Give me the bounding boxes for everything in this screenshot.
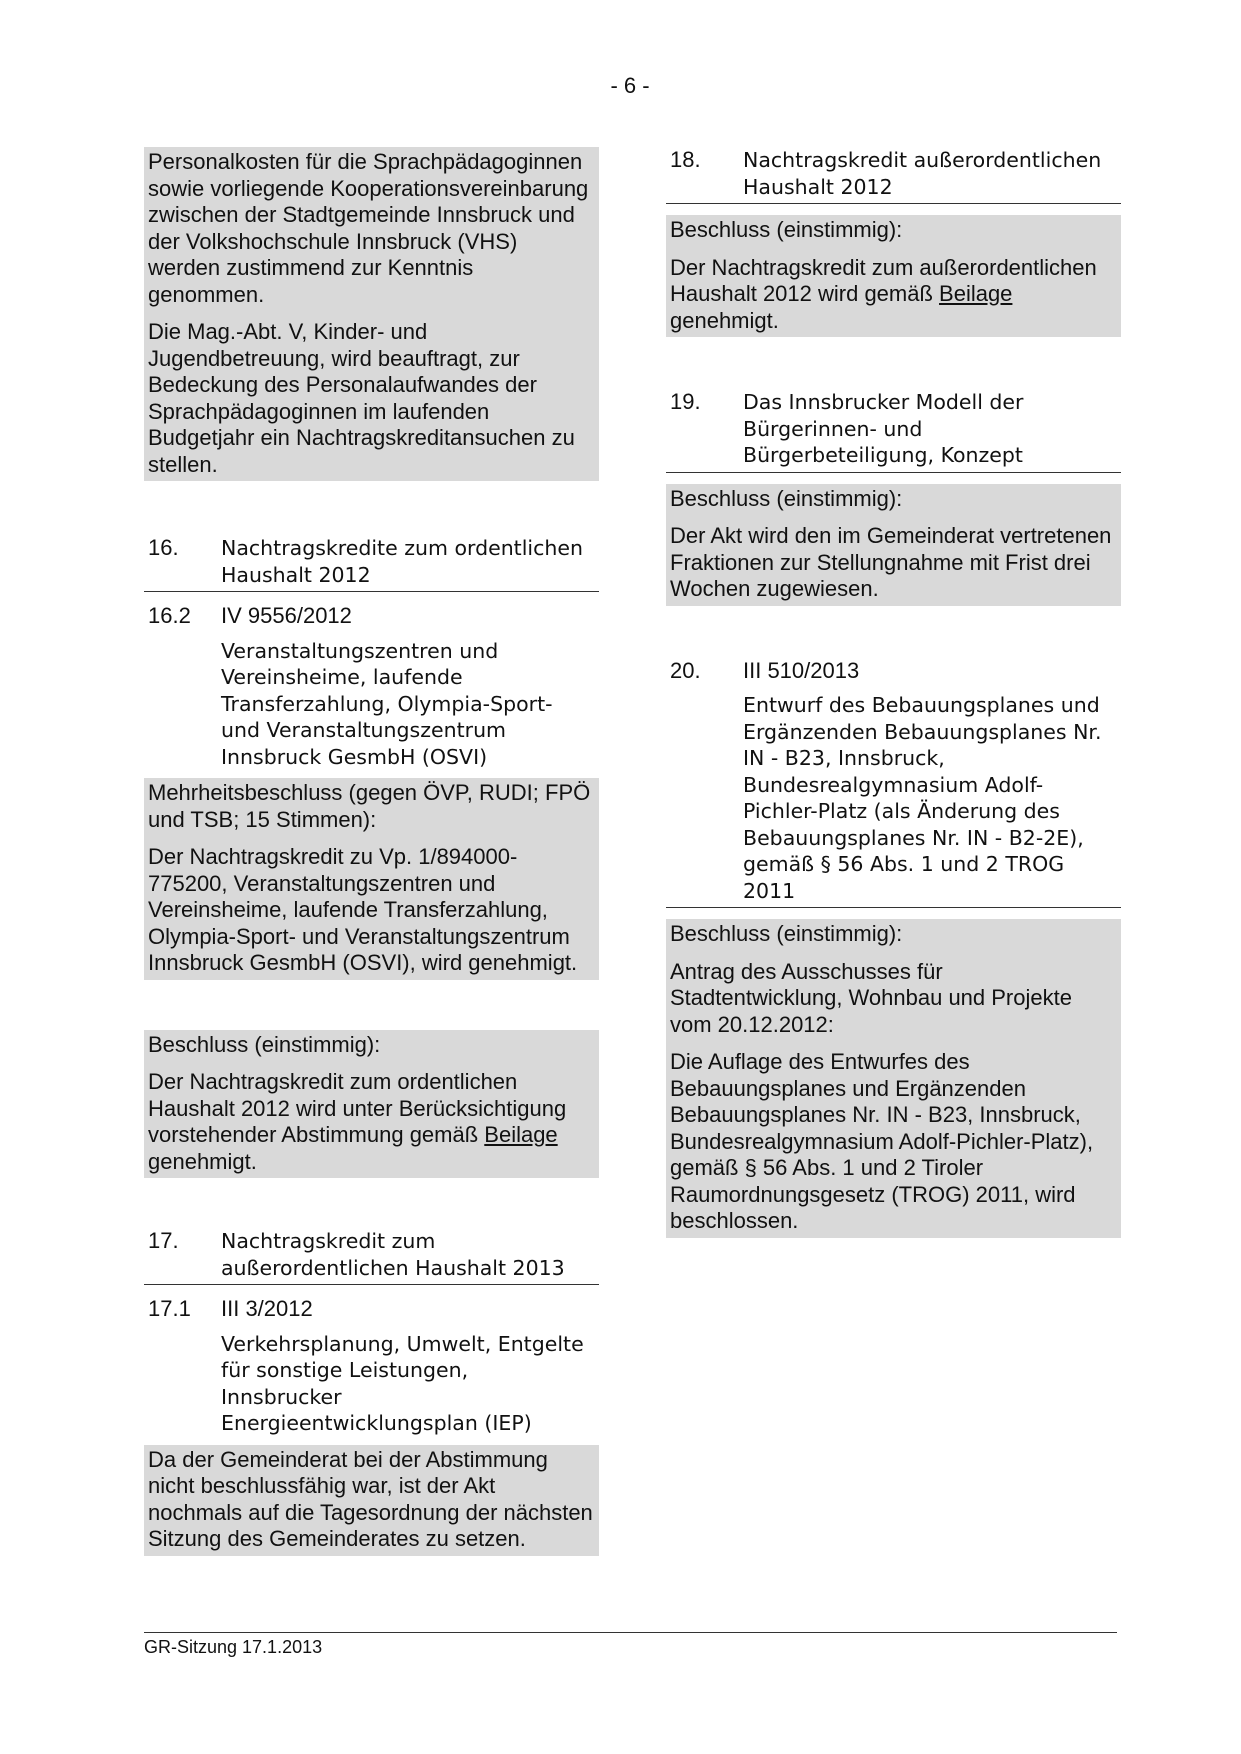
agenda-description: Entwurf des Bebauungsplanes und Ergänzenden Bebauungsplanes Nr. IN - B23, Innsbruck, Bundesrealgymnasium Adolf-Pichler-Platz (als Änderung des Bebauungsplanes Nr. IN - B2-2E), gemäß § 56 Abs. 1 und 2 TROG 2011 [666,692,1121,908]
agenda-title: Das Innsbrucker Modell der Bürgerinnen- und Bürgerbeteiligung, Konzept [743,390,1024,467]
beilage-link[interactable]: Beilage [939,281,1013,306]
resolution-box-20 [666,919,1121,1238]
vote-label: Mehrheitsbeschluss (gegen ÖVP, RUDI; FPÖ und TSB; 15 Stimmen): [148,780,591,832]
resolution-box-18 [666,215,1121,337]
resolution-text: Antrag des Ausschusses für Stadtentwicklung, Wohnbau und Projekte vom 20.12.2012: [670,958,1072,1037]
beilage-link[interactable]: Beilage [484,1122,558,1147]
resolution-text: Personalkosten für die Sprachpädagoginnen sowie vorliegende Kooperationsvereinbarung zwischen der Stadtgemeinde Innsbruck und der Volkshochschule Innsbruck (VHS) werden zustimmend zur Kenntnis genommen. [148,149,589,307]
resolution-box-intro [144,147,599,481]
agenda-subitem-17-1 [144,1296,599,1323]
agenda-number: 18. [670,147,701,172]
page-footer: GR-Sitzung 17.1.2013 [144,1632,1117,1658]
resolution-box-19 [666,484,1121,606]
agenda-item-17-heading [144,1228,599,1285]
vote-label: Beschluss (einstimmig): [148,1031,381,1057]
agenda-number: 17. [148,1228,179,1253]
resolution-text: Der Nachtragskredit zu Vp. 1/894000-775200, Veranstaltungszentren und Vereinsheime, laufende Transferzahlung, Olympia-Sport- und Veranstaltungszentrum Innsbruck GesmbH (OSVI), wird genehmigt. [148,844,578,975]
vote-label: Beschluss (einstimmig): [670,921,903,946]
agenda-number: 20. [670,657,701,683]
agenda-reference: III 510/2013 [743,657,860,683]
resolution-box-16-2 [144,778,599,980]
subitem-number: 17.1 [148,1296,191,1321]
subitem-reference: IV 9556/2012 [221,603,352,628]
resolution-text: Die Mag.-Abt. V, Kinder- und Jugendbetreuung, wird beauftragt, zur Bedeckung des Personalaufwandes der Sprachpädagoginnen im laufenden Budgetjahr ein Nachtragskreditansuchen zu stellen. [148,319,575,477]
resolution-text [148,1069,595,1175]
vote-label: Beschluss (einstimmig): [670,217,903,242]
resolution-text-part: genehmigt. [148,1148,257,1174]
agenda-subitem-16-2 [144,603,599,630]
agenda-title: Nachtragskredit zum außerordentlichen Haushalt 2013 [221,1229,565,1280]
resolution-text-part: Der Nachtragskredit zum außerordentlichen Haushalt 2012 wird gemäß [670,254,1097,306]
resolution-text: Der Akt wird den im Gemeinderat vertretenen Fraktionen zur Stellungnahme mit Frist drei Wochen zugewiesen. [670,523,1112,601]
subitem-reference: III 3/2012 [221,1296,313,1321]
vote-label: Beschluss (einstimmig): [670,485,903,511]
agenda-item-16-heading [144,535,599,592]
resolution-text: Da der Gemeinderat bei der Abstimmung nicht beschlussfähig war, ist der Akt nochmals auf die Tagesordnung der nächsten Sitzung des Gemeinderates zu setzen. [148,1446,593,1551]
agenda-title: Nachtragskredit außerordentlichen Haushalt 2012 [743,148,1102,199]
page-number: - 6 - [610,73,650,98]
agenda-number: 16. [148,535,179,560]
right-column [666,147,1121,1238]
subitem-number: 16.2 [148,603,191,628]
agenda-item-20-heading [666,658,1121,685]
agenda-title: Nachtragskredite zum ordentlichen Haushalt 2012 [221,536,583,587]
resolution-box-17-1 [144,1445,599,1556]
resolution-text-part: genehmigt. [670,307,779,333]
agenda-number: 19. [670,389,701,414]
resolution-box-16 [144,1030,599,1179]
resolution-text [670,255,1117,335]
subitem-description: Veranstaltungszentren und Vereinsheime, laufende Transferzahlung, Olympia-Sport- und Veranstaltungszentrum Innsbruck GesmbH (OSVI) [221,638,553,769]
agenda-item-18-heading [666,147,1121,204]
resolution-text-part: Der Nachtragskredit zum ordentlichen Haushalt 2012 wird unter Berücksichtigung vorstehender Abstimmung gemäß [148,1069,567,1147]
left-column [144,147,599,1556]
subitem-description: Verkehrsplanung, Umwelt, Entgelte für sonstige Leistungen, Innsbrucker Energieentwicklungsplan (IEP) [221,1331,584,1435]
resolution-text: Die Auflage des Entwurfes des Bebauungsplanes und Ergänzenden Bebauungsplanes Nr. IN - B23, Innsbruck, Bundesrealgymnasium Adolf-Pichler-Platz), gemäß § 56 Abs. 1 und 2 Tiroler Raumordnungsgesetz (TROG) 2011, wird beschlossen. [670,1049,1094,1233]
agenda-item-19-heading [666,389,1121,473]
